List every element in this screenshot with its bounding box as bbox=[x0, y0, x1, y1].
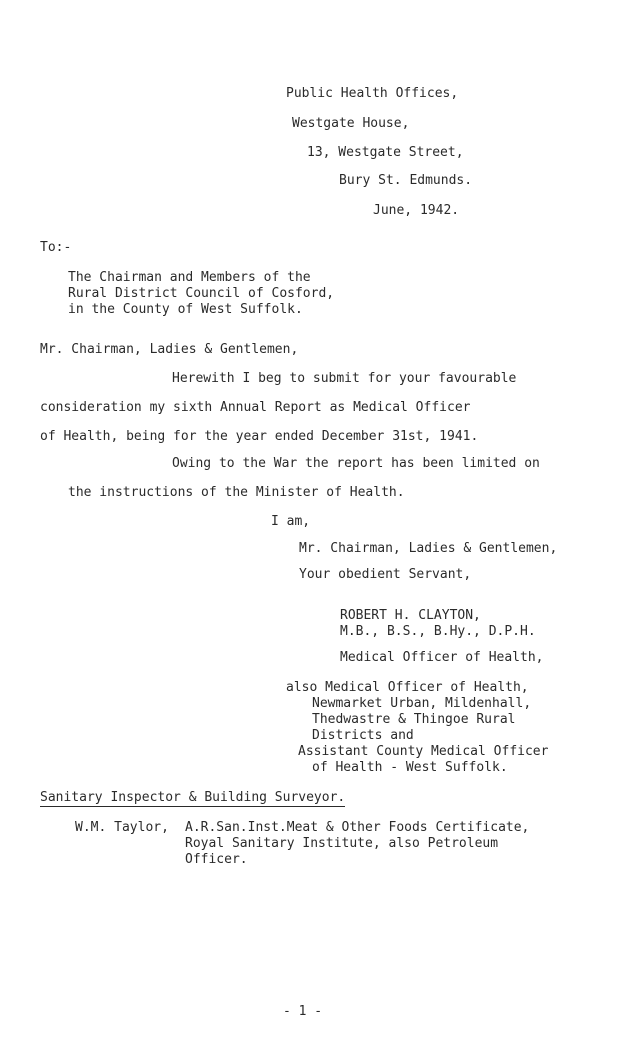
closing-line-1: I am, bbox=[271, 514, 311, 529]
page-number: - 1 - bbox=[283, 1004, 323, 1019]
recipient-line-1: The Chairman and Members of the bbox=[68, 270, 311, 285]
signature-title: Medical Officer of Health, bbox=[340, 650, 544, 665]
signature-also-line-6: of Health - West Suffolk. bbox=[312, 760, 508, 775]
address-line-3: 13, Westgate Street, bbox=[307, 145, 464, 160]
inspector-credentials-line-2: Royal Sanitary Institute, also Petroleum bbox=[185, 836, 499, 851]
signature-degrees: M.B., B.S., B.Hy., D.P.H. bbox=[340, 624, 536, 639]
address-line-4: Bury St. Edmunds. bbox=[339, 173, 473, 188]
inspector-heading bbox=[40, 790, 345, 806]
signature-also-line-4: Districts and bbox=[312, 728, 414, 743]
to-label: To:- bbox=[40, 240, 72, 255]
recipient-line-3: in the County of West Suffolk. bbox=[68, 302, 303, 317]
closing-line-3: Your obedient Servant, bbox=[299, 567, 472, 582]
body-paragraph-2-line-2: the instructions of the Minister of Health. bbox=[68, 485, 405, 500]
inspector-credentials-line-3: Officer. bbox=[185, 852, 248, 867]
salutation: Mr. Chairman, Ladies & Gentlemen, bbox=[40, 342, 299, 357]
body-paragraph-1-line-1: Herewith I beg to submit for your favourable bbox=[172, 371, 517, 386]
address-line-1: Public Health Offices, bbox=[286, 86, 459, 101]
recipient-line-2: Rural District Council of Cosford, bbox=[68, 286, 335, 301]
body-paragraph-1-line-3: of Health, being for the year ended December 31st, 1941. bbox=[40, 429, 479, 444]
signature-name: ROBERT H. CLAYTON, bbox=[340, 608, 481, 623]
inspector-name: W.M. Taylor, bbox=[75, 820, 169, 835]
body-paragraph-1-line-2: consideration my sixth Annual Report as Medical Officer bbox=[40, 400, 471, 415]
signature-also-line-1: also Medical Officer of Health, bbox=[286, 680, 529, 695]
closing-line-2: Mr. Chairman, Ladies & Gentlemen, bbox=[299, 541, 558, 556]
inspector-credentials-line-1: A.R.San.Inst.Meat & Other Foods Certificate, bbox=[185, 820, 530, 835]
letter-date: June, 1942. bbox=[373, 203, 460, 218]
signature-also-line-2: Newmarket Urban, Mildenhall, bbox=[312, 696, 532, 711]
address-line-2: Westgate House, bbox=[292, 116, 410, 131]
body-paragraph-2-line-1: Owing to the War the report has been limited on bbox=[172, 456, 540, 471]
signature-also-line-5: Assistant County Medical Officer bbox=[298, 744, 549, 759]
signature-also-line-3: Thedwastre & Thingoe Rural bbox=[312, 712, 516, 727]
inspector-heading-text: Sanitary Inspector & Building Surveyor. bbox=[40, 790, 346, 805]
